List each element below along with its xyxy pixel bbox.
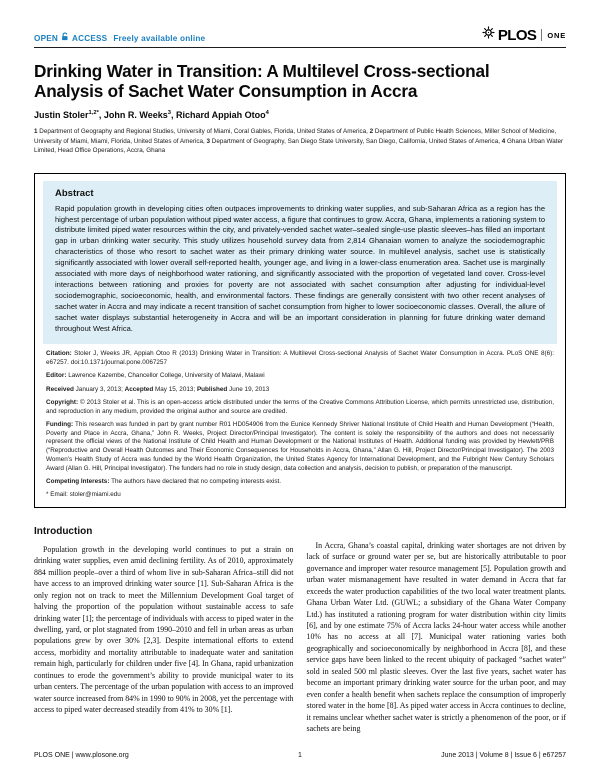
- received-label: Received: [46, 385, 74, 393]
- open-access-access-label: ACCESS: [72, 33, 108, 43]
- article-title-line2: Analysis of Sachet Water Consumption in Accra: [34, 81, 418, 102]
- received-date: January 3, 2013;: [73, 385, 125, 393]
- abstract-metadata-box: [34, 173, 566, 508]
- abstract-panel: [43, 181, 557, 344]
- abstract-heading: Abstract: [55, 187, 94, 199]
- affiliation-number: 3: [206, 137, 211, 145]
- article-title: [34, 61, 566, 101]
- left-column: [34, 521, 294, 735]
- footer-journal-url: PLOS ONE | www.plosone.org: [34, 752, 129, 759]
- citation-paragraph: [46, 350, 554, 368]
- masthead: [34, 26, 566, 44]
- author-name: Justin Stoler: [34, 110, 89, 121]
- plos-logo-text: PLOS: [497, 26, 537, 44]
- introduction-paragraph-continued: In Accra, Ghana’s coastal capital, drinking water shortages are not driven by lack of surface or ground water per se, but are historically attributable to poor governance and improper water resource management [5]. Population growth and urban water mismanagement have resulted in water demand in Accra that far exceeds the water production capabilities of the two local water treatment plants. Ghana Urban Water Ltd. (GUWL; a subsidiary of the Ghana Water Company Ltd.) has instituted a rationing program for water distribution within city limits [6], and by one estimate 75% of Accra lacks 24-hour water access while another 10% has no access at all [7]. Municipal water rationing varies both geographically and socioeconomically by neighborhood in Accra [8], and these service gaps have been linked to the recent ubiquity of packaged “sachet water” sold in sealed 500 ml plastic sleeves. Over the last five years, sachet water has become an important primary drinking water source for the urban poor, and may even confer a health benefit when sachets replace the consumption of improperly stored water in the home [8]. As piped water access in Accra continues to decline, it remains unclear whether sachet water is strictly a phenomenon of the poor, or if sachets are being: [306, 540, 566, 734]
- affiliation-text: Ghana Urban Water Limited, Head Office Operations, Accra, Ghana: [34, 137, 564, 155]
- accepted-label: Accepted: [124, 385, 154, 393]
- copyright-paragraph: [46, 399, 554, 417]
- page-number: 1: [298, 752, 302, 759]
- masthead-rule: [34, 47, 566, 48]
- open-access-badge: [34, 32, 205, 44]
- author-name: Richard Appiah Otoo: [175, 110, 266, 121]
- copyright-label: Copyright:: [46, 398, 79, 406]
- author-separator: ,: [170, 110, 176, 121]
- author-affiliation-marker: 1,2*: [88, 110, 99, 117]
- published-label: Published: [196, 385, 228, 393]
- funding-paragraph: [46, 421, 554, 474]
- body-columns: [34, 521, 566, 735]
- author-affiliation-marker: 3: [167, 110, 171, 117]
- footer-issue-info: June 2013 | Volume 8 | Issue 6 | e67257: [441, 752, 566, 759]
- open-access-open-label: OPEN: [34, 33, 59, 43]
- plos-one-logo: [482, 26, 566, 44]
- right-column: [307, 521, 567, 735]
- affiliation-text: Department of Public Health Sciences, Miller School of Medicine, University of Miami, Miami, Florida, United States of America,: [34, 128, 557, 145]
- editor-label: Editor:: [46, 372, 67, 380]
- article-title-line1: Drinking Water in Transition: A Multilevel Cross-sectional: [34, 61, 490, 81]
- plos-one-edition-text: ONE: [547, 30, 566, 40]
- funding-label: Funding:: [46, 420, 74, 428]
- affiliation-number: 2: [369, 128, 374, 136]
- corresponding-email: [46, 491, 554, 500]
- author-affiliation-marker: 4: [265, 110, 269, 117]
- introduction-heading: Introduction: [34, 525, 93, 537]
- affiliation-text: Department of Geography, San Diego State University, San Diego, California, United States of America,: [210, 137, 502, 145]
- plos-gear-icon: [482, 26, 495, 44]
- affiliation-number: 4: [501, 137, 506, 145]
- open-lock-icon: [60, 32, 70, 44]
- accepted-date: May 15, 2013;: [153, 385, 197, 393]
- affiliation-text: Department of Geography and Regional Studies, University of Miami, Coral Gables, Florida, United States of America,: [37, 128, 370, 136]
- author-separator: ,: [98, 110, 104, 121]
- copyright-text: © 2013 Stoler et al. This is an open-access article distributed under the terms of the Creative Commons Attribution License, which permits unrestricted use, distribution, and reproduction in any medium, provided the original author and source are credited.: [46, 398, 554, 415]
- competing-interests-label: Competing Interests:: [46, 477, 110, 485]
- affiliation-number: 1: [34, 128, 38, 136]
- introduction-paragraph: Population growth in the developing world continues to put a strain on drinking water supplies, even amid declining fertility. As of 2010, approximately 884 million people–over a third of whom live in sub-Saharan Africa–still did not have access to an improved drinking water source [1]. Sub-Saharan Africa is the only region not on track to meet the Millennium Development Goal target of halving the proportion of the population without sustainable access to safe drinking water [1]; the percentage of individuals with access to piped water in the dwelling, yard, or plot stagnated from 1990–2010 and fell in urban areas as urban populations grew by over 30% [2,3]. Despite international efforts to extend access, morbidity and mortality attributable to inadequate water and sanitation remain high, particularly for children under five [4]. In Ghana, rapid urbanization continues to erode the government’s ability to provide municipal water to its urban centers. The percentage of the urban population with access to an improved water source increased from 84% in 1990 to 90% in 2008, yet the percentage with access to piped water decreased steadily from 41% to 30% [1].: [34, 544, 294, 715]
- logo-divider: [541, 29, 542, 41]
- page-footer: [34, 752, 566, 759]
- editor-text: Lawrence Kazembe, Chancellor College, University of Malawi, Malawi: [66, 372, 265, 380]
- freely-available-tagline: Freely available online: [113, 33, 206, 43]
- authors-line: [34, 110, 566, 120]
- author-name: John R. Weeks: [103, 110, 168, 121]
- article-metadata: [43, 344, 557, 500]
- citation-label: Citation:: [46, 350, 72, 358]
- competing-interests-paragraph: [46, 478, 554, 487]
- affiliations: [34, 127, 566, 155]
- abstract-text: Rapid population growth in developing cities often outpaces improvements to drinking water supplies, and sub-Saharan Africa as a region has the highest percentage of urban population without piped water access, a figure that continues to grow. Accra, Ghana, implements a rationing system to distribute limited piped water resources within the city, and privately-vended sachet water–sealed single-use plastic sleeves–has filled an important gap in urban drinking water security. This study utilizes household survey data from 2,814 Ghanaian women to analyze the sociodemographic characteristics of those who resort to sachet water as their primary drinking water source. In multilevel analysis, sachet use is statistically significantly associated with lower overall self-reported health, younger age, and living in a lower-class enumeration area. Sachet use is marginally associated with more days of neighborhood water rationing, and significantly associated with the proportion of vegetated land cover. Cross-level interactions between rationing and proxies for poverty are not associated with sachet consumption after adjusting for individual-level sociodemographic, socioeconomic, health, and environmental factors. These findings are generally consistent with two other recent analyses of sachet water in Accra and may indicate a recent transition of sachet consumption from higher to lower socioeconomic classes. Overall, the allure of sachet water displays substantial heterogeneity in Accra and will be an important consideration in planning for future drinking water demand throughout West Africa.: [55, 203, 545, 333]
- funding-text: This research was funded in part by grant number R01 HD054906 from the Eunice Kennedy Shriver National Institute of Child Health and Human Development (“Health, Poverty and Place in Accra, Ghana,” John R. Weeks, Project Director/Principal Investigator). The content is solely the responsibility of the authors and does not necessarily represent the official views of the National Institute of Child Health and Human Development or the National Institutes of Health. Additional funding was provided by Hewlett/PRB (“Reproductive and Overall Health Outcomes and Their Economic Consequences for Households in Accra, Ghana,” Allan G. Hill, Project Director/Principal Investigator). The 2003 Women’s Health Study of Accra was funded by the World Health Organization, the United States Agency for International Development, and the Fulbright New Century Scholars Award (Allan G. Hill, Principal Investigator). The funders had no role in study design, data collection and analysis, decision to publish, or preparation of the manuscript.: [46, 420, 554, 472]
- competing-interests-text: The authors have declared that no competing interests exist.: [109, 477, 282, 485]
- published-date: June 19, 2013: [227, 385, 270, 393]
- dates-paragraph: [46, 386, 554, 395]
- citation-text: Stoler J, Weeks JR, Appiah Otoo R (2013) Drinking Water in Transition: A Multilevel Cross-sectional Analysis of Sachet Water Consumption in Accra. PLoS ONE 8(6): e67257. doi:10.1371/journal.pone.0067257: [46, 350, 554, 367]
- editor-paragraph: [46, 372, 554, 381]
- email-text: * Email: stoler@miami.edu: [46, 491, 121, 499]
